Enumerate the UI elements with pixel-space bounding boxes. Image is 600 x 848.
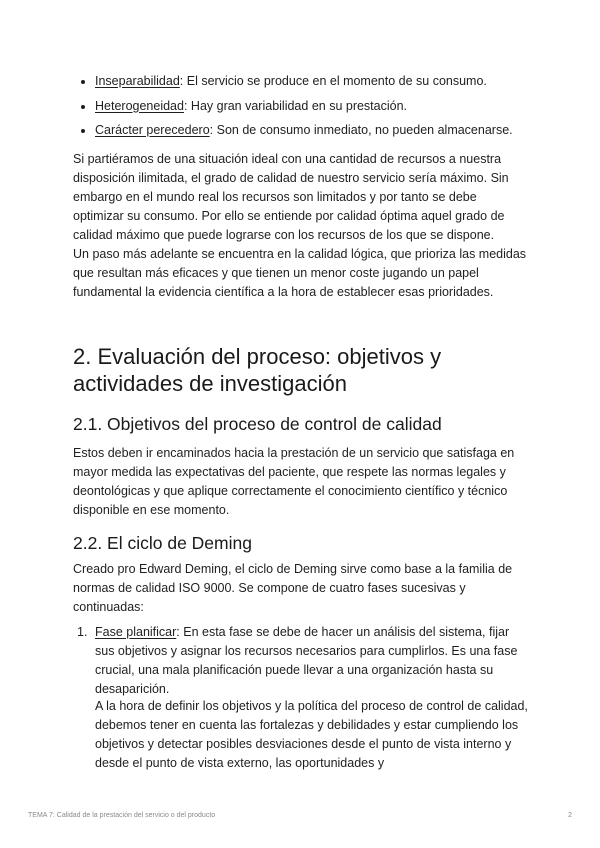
paragraph-deming: Creado pro Edward Deming, el ciclo de Deming sirve como base a la familia de normas de calidad ISO 9000. Se compone de cuatro fases sucesivas y continuadas: bbox=[73, 562, 513, 614]
subsection-heading-deming: 2.2. El ciclo de Deming bbox=[73, 533, 252, 553]
list-item bbox=[73, 121, 529, 140]
paragraph-logical-quality: Un paso más adelante se encuentra en la calidad lógica, que prioriza las medidas que resultan más eficaces y que tienen un menor coste jugando un papel fundamental la evidencia científica a la hora de establecer esas prioridades. bbox=[73, 247, 527, 299]
list-item bbox=[73, 623, 529, 699]
paragraph-planning-detail: A la hora de definir los objetivos y la política del proceso de control de calidad, debemos tener en cuenta las fortalezas y debilidades y estar cumpliendo los objetivos y detectar posibles desviaciones desde el punto de vista interno y desde el punto de vista externo, las oportunidades y bbox=[95, 699, 528, 770]
footer-title: TEMA 7: Calidad de la prestación del servicio o del producto bbox=[28, 812, 216, 819]
bullet-icon bbox=[81, 105, 85, 109]
list-item bbox=[73, 72, 529, 91]
bullet-icon bbox=[81, 129, 85, 133]
subsection-heading-objectives: 2.1. Objetivos del proceso de control de calidad bbox=[73, 414, 442, 434]
list-item-text: : En esta fase se debe de hacer un análisis del sistema, fijar sus objetivos y asignar los recursos necesarios para cumplirlos. Es una fase crucial, una mala planificación puede llevar a una organización hasta su desaparición. bbox=[95, 625, 518, 696]
paragraph-optimal-quality: Si partiéramos de una situación ideal con una cantidad de recursos a nuestra disposición ilimitada, el grado de calidad de nuestro servicio sería máximo. Sin embargo en el mundo real los recursos son limitados y por tanto se debe optimizar su consumo. Por ello se entiende por calidad óptima aquel grado de calidad máximo que puede lograrse con los recursos de los que se dispone. bbox=[73, 152, 509, 242]
list-item bbox=[73, 97, 529, 116]
deming-phases-list bbox=[73, 623, 529, 699]
list-item-term: Heterogeneidad bbox=[95, 98, 184, 113]
list-item-term: Inseparabilidad bbox=[95, 74, 180, 88]
list-item-text: : Hay gran variabilidad en su prestación. bbox=[183, 98, 408, 113]
list-item-text: : Son de consumo inmediato, no pueden almacenarse. bbox=[209, 123, 513, 137]
page-footer bbox=[28, 812, 572, 824]
paragraph-objectives: Estos deben ir encaminados hacia la prestación de un servicio que satisfaga en mayor medida las expectativas del paciente, que respete las normas legales y deontológicas y que aplique correctamente el conocimiento científico y técnico disponible en ese momento. bbox=[73, 446, 515, 517]
page-number: 2 bbox=[568, 812, 572, 819]
list-item-text: : El servicio se produce en el momento de su consumo. bbox=[179, 74, 487, 88]
section-heading: 2. Evaluación del proceso: objetivos y actividades de investigación bbox=[73, 344, 442, 396]
list-item-term: Fase planificar bbox=[95, 625, 177, 639]
bullet-icon bbox=[81, 80, 85, 84]
characteristics-list bbox=[73, 72, 529, 146]
list-item-number: 1. bbox=[77, 625, 88, 639]
list-item-term: Carácter perecedero bbox=[95, 123, 210, 137]
